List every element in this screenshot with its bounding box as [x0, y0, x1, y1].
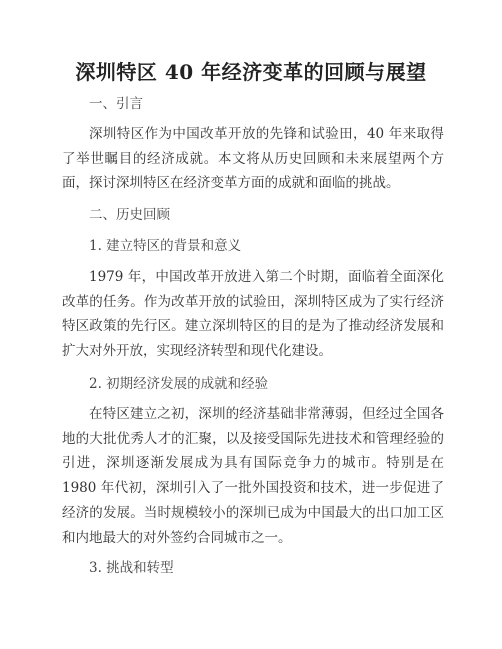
document-title: 深圳特区 40 年经济变革的回顾与展望: [75, 60, 427, 84]
paragraph-introduction: 深圳特区作为中国改革开放的先锋和试验田，40 年来取得了举世瞩目的经济成就。本文将从历史回顾和未来展望两个方面，探讨深圳特区在经济变革方面的成就和面临的挑战。: [62, 126, 444, 192]
section-heading-history: 二、历史回顾: [89, 207, 170, 223]
paragraph-early-development: 在特区建立之初，深圳的经济基础非常薄弱，但经过全国各地的大批优秀人才的汇聚，以及接受国际先进技术和管理经验的引进，深圳逐渐发展成为具有国际竞争力的城市。特别是在 1980 年代初，深圳引入了一批外国投资和技术，进一步促进了经济的发展。当时规模较小的深圳已成为中国最大的出口加工区和内地最大的对外签约合同城市之一。: [62, 406, 444, 546]
section-heading-introduction: 一、引言: [89, 96, 143, 112]
subheading-early-development: 2. 初期经济发展的成就和经验: [89, 376, 269, 392]
subheading-challenges: 3. 挑战和转型: [89, 560, 174, 576]
subheading-background: 1. 建立特区的背景和意义: [89, 238, 242, 254]
paragraph-background: 1979 年，中国改革开放进入第二个时期，面临着全面深化改革的任务。作为改革开放的试验田，深圳特区成为了实行经济特区政策的先行区。建立深圳特区的目的是为了推动经济发展和扩大对外开放，实现经济转型和现代化建设。: [62, 269, 444, 360]
